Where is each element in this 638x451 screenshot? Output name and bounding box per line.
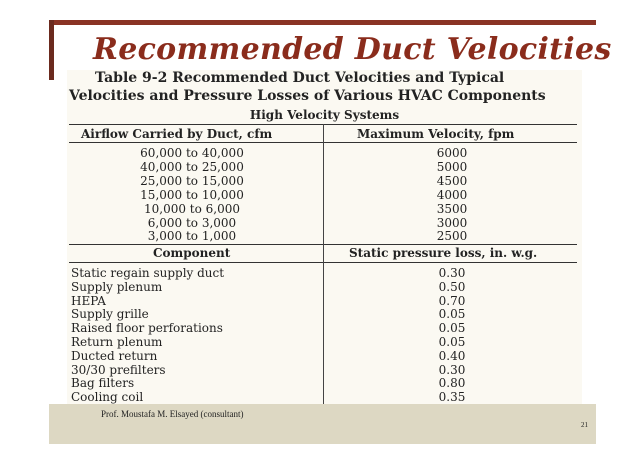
section2-label: 30/30 prefilters — [71, 362, 166, 377]
column-header-airflow: Airflow Carried by Duct, cfm — [81, 127, 273, 141]
section1-value: 4000 — [436, 187, 468, 202]
section1-value: 5000 — [436, 159, 468, 174]
section1-label: 6,000 to 3,000 — [147, 215, 237, 230]
column-header-max-velocity: Maximum Velocity, fpm — [357, 127, 515, 141]
section-title-high-velocity: High Velocity Systems — [249, 108, 400, 122]
section2-value: 0.35 — [438, 390, 466, 405]
footer-author: Prof. Moustafa M. Elsayed (consultant) — [101, 409, 244, 419]
section1-value: 6000 — [436, 146, 468, 160]
section2-value: 0.40 — [438, 348, 466, 363]
left-accent-bar — [49, 20, 54, 80]
section2-value: 0.05 — [438, 307, 466, 322]
section1-label: 15,000 to 10,000 — [140, 187, 244, 202]
section2-label: HEPA — [71, 293, 106, 308]
section2-value: 0.50 — [438, 279, 466, 294]
duct-velocity-table — [67, 70, 582, 404]
section2-value: 0.05 — [438, 335, 466, 349]
section2-label: Raised floor perforations — [71, 321, 223, 336]
column-divider — [323, 244, 324, 404]
section2-label: Static regain supply duct — [71, 266, 225, 280]
column-header-pressure-loss: Static pressure loss, in. w.g. — [349, 246, 538, 260]
section2-value: 0.70 — [438, 293, 466, 308]
table-caption-line-1: Table 9-2 Recommended Duct Velocities and Typical — [95, 70, 505, 86]
section1-value: 3500 — [436, 201, 468, 216]
section1-label: 40,000 to 25,000 — [140, 159, 244, 174]
section2-value: 0.30 — [438, 266, 466, 280]
section1-label: 3,000 to 1,000 — [147, 229, 237, 244]
section2-label: Bag filters — [71, 376, 135, 391]
section2-value: 0.05 — [438, 321, 466, 336]
section2-label: Cooling coil — [71, 390, 144, 405]
section1-value: 3000 — [436, 215, 468, 230]
section2-label: Supply grille — [71, 307, 149, 322]
slide — [49, 20, 612, 447]
section2-value: 0.80 — [438, 376, 466, 391]
section1-value: 4500 — [436, 173, 468, 188]
section2-value: 0.30 — [438, 362, 466, 377]
section1-label: 10,000 to 6,000 — [143, 201, 241, 216]
column-header-component: Component — [153, 246, 231, 260]
column-divider — [323, 124, 324, 244]
section2-label: Supply plenum — [71, 279, 163, 294]
section1-label: 60,000 to 40,000 — [140, 146, 244, 160]
table-caption-line-2: Velocities and Pressure Losses of Various HVAC Components — [69, 88, 546, 104]
section1-label: 25,000 to 15,000 — [140, 173, 244, 188]
section2-label: Return plenum — [71, 335, 163, 349]
slide-title: Recommended Duct Velocities — [93, 32, 612, 67]
page-number: 21 — [581, 421, 588, 429]
section2-label: Ducted return — [71, 348, 158, 363]
top-accent-bar — [49, 20, 596, 25]
section1-value: 2500 — [436, 229, 468, 244]
